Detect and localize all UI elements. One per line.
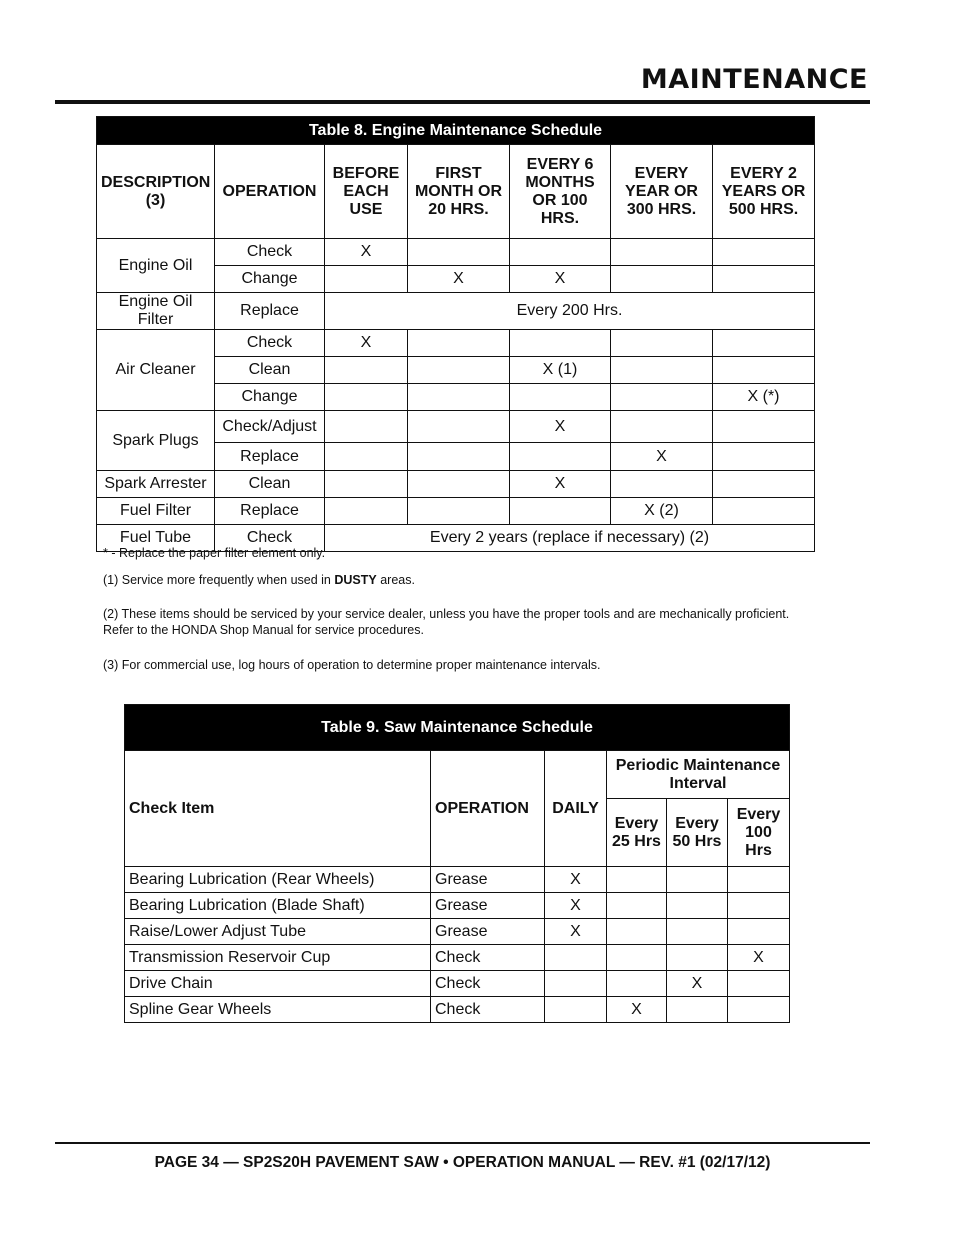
interval-cell: Every 200 Hrs. xyxy=(325,293,815,330)
table8-header: OPERATION xyxy=(215,145,325,239)
saw-maintenance-table xyxy=(124,704,790,1023)
operation-cell: Check xyxy=(215,525,325,552)
operation-cell: Replace xyxy=(215,293,325,330)
operation-cell: Check xyxy=(215,239,325,266)
table-row: Transmission Reservoir Cup Check X xyxy=(125,945,790,971)
table9-header-operation: OPERATION xyxy=(431,751,545,867)
item-cell: Fuel Filter xyxy=(97,498,215,525)
table-row xyxy=(97,239,815,266)
table9-header-periodic: Periodic Maintenance Interval xyxy=(607,751,790,799)
footnote-1: (1) Service more frequently when used in DUSTY areas. xyxy=(103,573,415,587)
operation-cell: Clean xyxy=(215,471,325,498)
footnote-3: (3) For commercial use, log hours of operation to determine proper maintenance intervals. xyxy=(103,658,601,672)
mark-cell: X (2) xyxy=(611,498,713,525)
engine-maintenance-table xyxy=(96,116,815,552)
mark-cell: X xyxy=(611,443,713,471)
table8-header: BEFORE EACH USE xyxy=(325,145,408,239)
table8-title: Table 8. Engine Maintenance Schedule xyxy=(97,117,815,145)
table9-header-every50: Every 50 Hrs xyxy=(667,799,728,867)
operation-cell: Replace xyxy=(215,498,325,525)
table8-header: DESCRIPTION (3) xyxy=(97,145,215,239)
table-row xyxy=(97,498,815,525)
table-row xyxy=(97,293,815,330)
mark-cell: X (1) xyxy=(510,357,611,384)
bottom-divider xyxy=(55,1142,870,1144)
page-footer: PAGE 34 — SP2S20H PAVEMENT SAW • OPERATION MANUAL — REV. #1 (02/17/12) xyxy=(154,1154,771,1171)
interval-cell: Every 2 years (replace if necessary) (2) xyxy=(325,525,815,552)
mark-cell: X xyxy=(325,239,408,266)
operation-cell: Change xyxy=(215,384,325,411)
table-row xyxy=(97,330,815,357)
operation-cell: Change xyxy=(215,266,325,293)
table-row: Raise/Lower Adjust Tube Grease X xyxy=(125,919,790,945)
table8-header: EVERY 6 MONTHS OR 100 HRS. xyxy=(510,145,611,239)
item-cell: Spark Plugs xyxy=(97,411,215,471)
table-row: Drive Chain Check X xyxy=(125,971,790,997)
operation-cell: Clean xyxy=(215,357,325,384)
item-cell: Fuel Tube xyxy=(97,525,215,552)
mark-cell: X (*) xyxy=(713,384,815,411)
item-cell: Engine Oil xyxy=(97,239,215,293)
mark-cell: X xyxy=(325,330,408,357)
operation-cell: Check/Adjust xyxy=(215,411,325,443)
mark-cell: X xyxy=(510,266,611,293)
table9-header-every100: Every 100 Hrs xyxy=(728,799,790,867)
item-cell: Air Cleaner xyxy=(97,330,215,411)
table-row: Bearing Lubrication (Rear Wheels) Grease X xyxy=(125,867,790,893)
mark-cell: X xyxy=(408,266,510,293)
table9-header-every25: Every 25 Hrs xyxy=(607,799,667,867)
item-cell: Spark Arrester xyxy=(97,471,215,498)
operation-cell: Replace xyxy=(215,443,325,471)
footnote-star: * - Replace the paper filter element only. xyxy=(103,546,326,560)
footnote-2: (2) These items should be serviced by your service dealer, unless you have the proper tools and are mechanically proficient. Refer to the HONDA Shop Manual for service procedures. xyxy=(103,607,790,637)
table8-header: EVERY 2 YEARS OR 500 HRS. xyxy=(713,145,815,239)
table8-header: FIRST MONTH OR 20 HRS. xyxy=(408,145,510,239)
page-section-title: MAINTENANCE xyxy=(640,64,868,95)
table9-header-check-item: Check Item xyxy=(125,751,431,867)
table-row xyxy=(97,471,815,498)
mark-cell: X xyxy=(510,471,611,498)
table-row: Spline Gear Wheels Check X xyxy=(125,997,790,1023)
table9-header-daily: DAILY xyxy=(545,751,607,867)
top-divider xyxy=(55,100,870,104)
mark-cell: X xyxy=(510,411,611,443)
table9-title: Table 9. Saw Maintenance Schedule xyxy=(125,705,790,751)
operation-cell: Check xyxy=(215,330,325,357)
item-cell: Engine Oil Filter xyxy=(97,293,215,330)
table-row: Bearing Lubrication (Blade Shaft) Grease X xyxy=(125,893,790,919)
table-row xyxy=(97,411,815,443)
table8-header: EVERY YEAR OR 300 HRS. xyxy=(611,145,713,239)
